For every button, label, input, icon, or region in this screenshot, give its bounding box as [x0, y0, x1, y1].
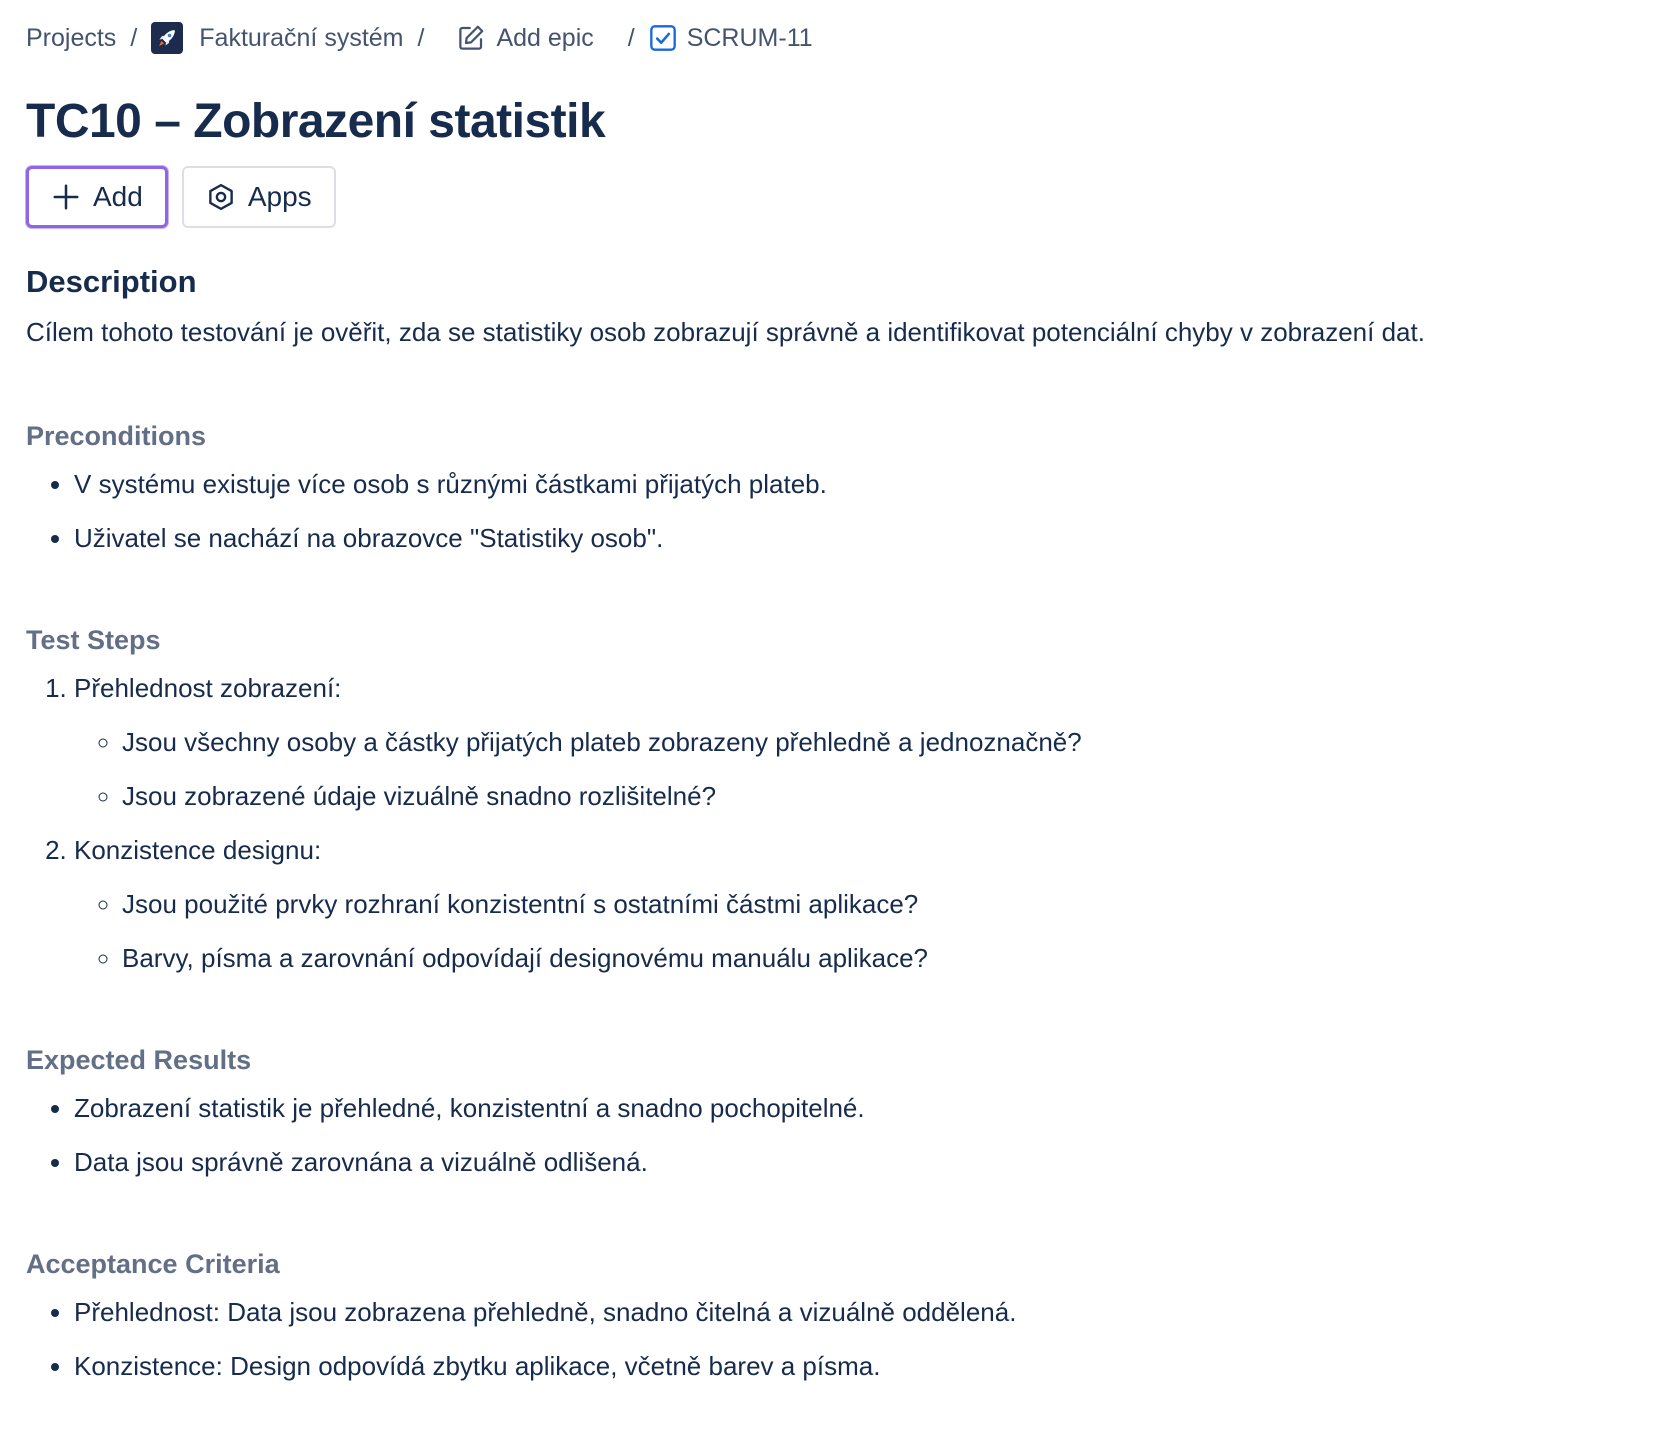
breadcrumb-separator: /: [417, 23, 425, 52]
breadcrumb-projects[interactable]: Projects: [26, 23, 117, 52]
list-item: • Zobrazení statistik je přehledné, konzistentní a snadno pochopitelné.: [74, 1088, 1638, 1128]
add-button-label: Add: [93, 181, 143, 212]
test-step-sublist: [74, 884, 1638, 978]
list-item: • Data jsou správně zarovnána a vizuálně odlišená.: [74, 1142, 1638, 1182]
acceptance-criteria-section: [26, 1244, 1638, 1386]
description-text: Cílem tohoto testování je ověřit, zda se statistiky osob zobrazují správně a identifikovat potenciální chyby v zobrazení dat.: [26, 317, 1425, 347]
list-item: • Uživatel se nachází na obrazovce "Statistiky osob".: [74, 518, 1638, 558]
issue-title[interactable]: TC10 – Zobrazení statistik: [26, 95, 606, 148]
breadcrumb-epic-label: Add epic: [496, 23, 594, 52]
breadcrumb-add-epic[interactable]: [456, 23, 593, 53]
list-item: ◦ Jsou zobrazené údaje vizuálně snadno rozlišitelné?: [122, 776, 1638, 816]
preconditions-heading: Preconditions: [26, 421, 207, 451]
list-item: • Konzistence: Design odpovídá zbytku aplikace, včetně barev a písma.: [74, 1346, 1638, 1386]
breadcrumb-project[interactable]: [151, 22, 403, 54]
issue-actions: [26, 166, 1638, 228]
test-steps-list: [26, 668, 1638, 978]
rocket-icon: [151, 22, 183, 54]
test-step-label: Přehlednost zobrazení:: [74, 673, 342, 703]
list-item: ◦ Jsou použité prvky rozhraní konzistentní s ostatními částmi aplikace?: [122, 884, 1638, 924]
description-heading: Description: [26, 264, 197, 299]
test-step: [74, 830, 1638, 978]
breadcrumb-issue[interactable]: [649, 24, 813, 53]
plus-icon: [51, 182, 81, 212]
expected-results-list: [26, 1088, 1638, 1182]
acceptance-criteria-heading: Acceptance Criteria: [26, 1249, 280, 1279]
test-step: [74, 668, 1638, 816]
breadcrumb: [26, 0, 1638, 76]
hexagon-apps-icon: [206, 182, 236, 212]
test-step-label: Konzistence designu:: [74, 835, 322, 865]
expected-results-heading: Expected Results: [26, 1045, 252, 1075]
breadcrumb-separator: /: [627, 23, 635, 52]
list-item: ◦ Jsou všechny osoby a částky přijatých plateb zobrazeny přehledně a jednoznačně?: [122, 722, 1638, 762]
list-item: • Přehlednost: Data jsou zobrazena přehledně, snadno čitelná a vizuálně oddělená.: [74, 1292, 1638, 1332]
apps-button-label: Apps: [247, 181, 312, 212]
breadcrumb-issue-key: SCRUM-11: [686, 23, 813, 52]
test-step-sublist: [74, 722, 1638, 816]
test-steps-section: [26, 620, 1638, 978]
breadcrumb-separator: /: [130, 23, 138, 52]
list-item: ◦ Barvy, písma a zarovnání odpovídají designovému manuálu aplikace?: [122, 938, 1638, 978]
list-item: • V systému existuje více osob s různými částkami přijatých plateb.: [74, 464, 1638, 504]
expected-results-section: [26, 1040, 1638, 1182]
preconditions-list: [26, 464, 1638, 558]
checkbox-story-icon: [649, 24, 677, 52]
apps-button[interactable]: [182, 166, 336, 228]
add-button[interactable]: [26, 166, 168, 228]
preconditions-section: [26, 416, 1638, 558]
test-steps-heading: Test Steps: [26, 625, 161, 655]
acceptance-criteria-list: [26, 1292, 1638, 1386]
edit-icon: [456, 23, 486, 53]
description-section[interactable]: [26, 262, 1638, 1386]
breadcrumb-project-label: Fakturační systém: [199, 23, 404, 52]
